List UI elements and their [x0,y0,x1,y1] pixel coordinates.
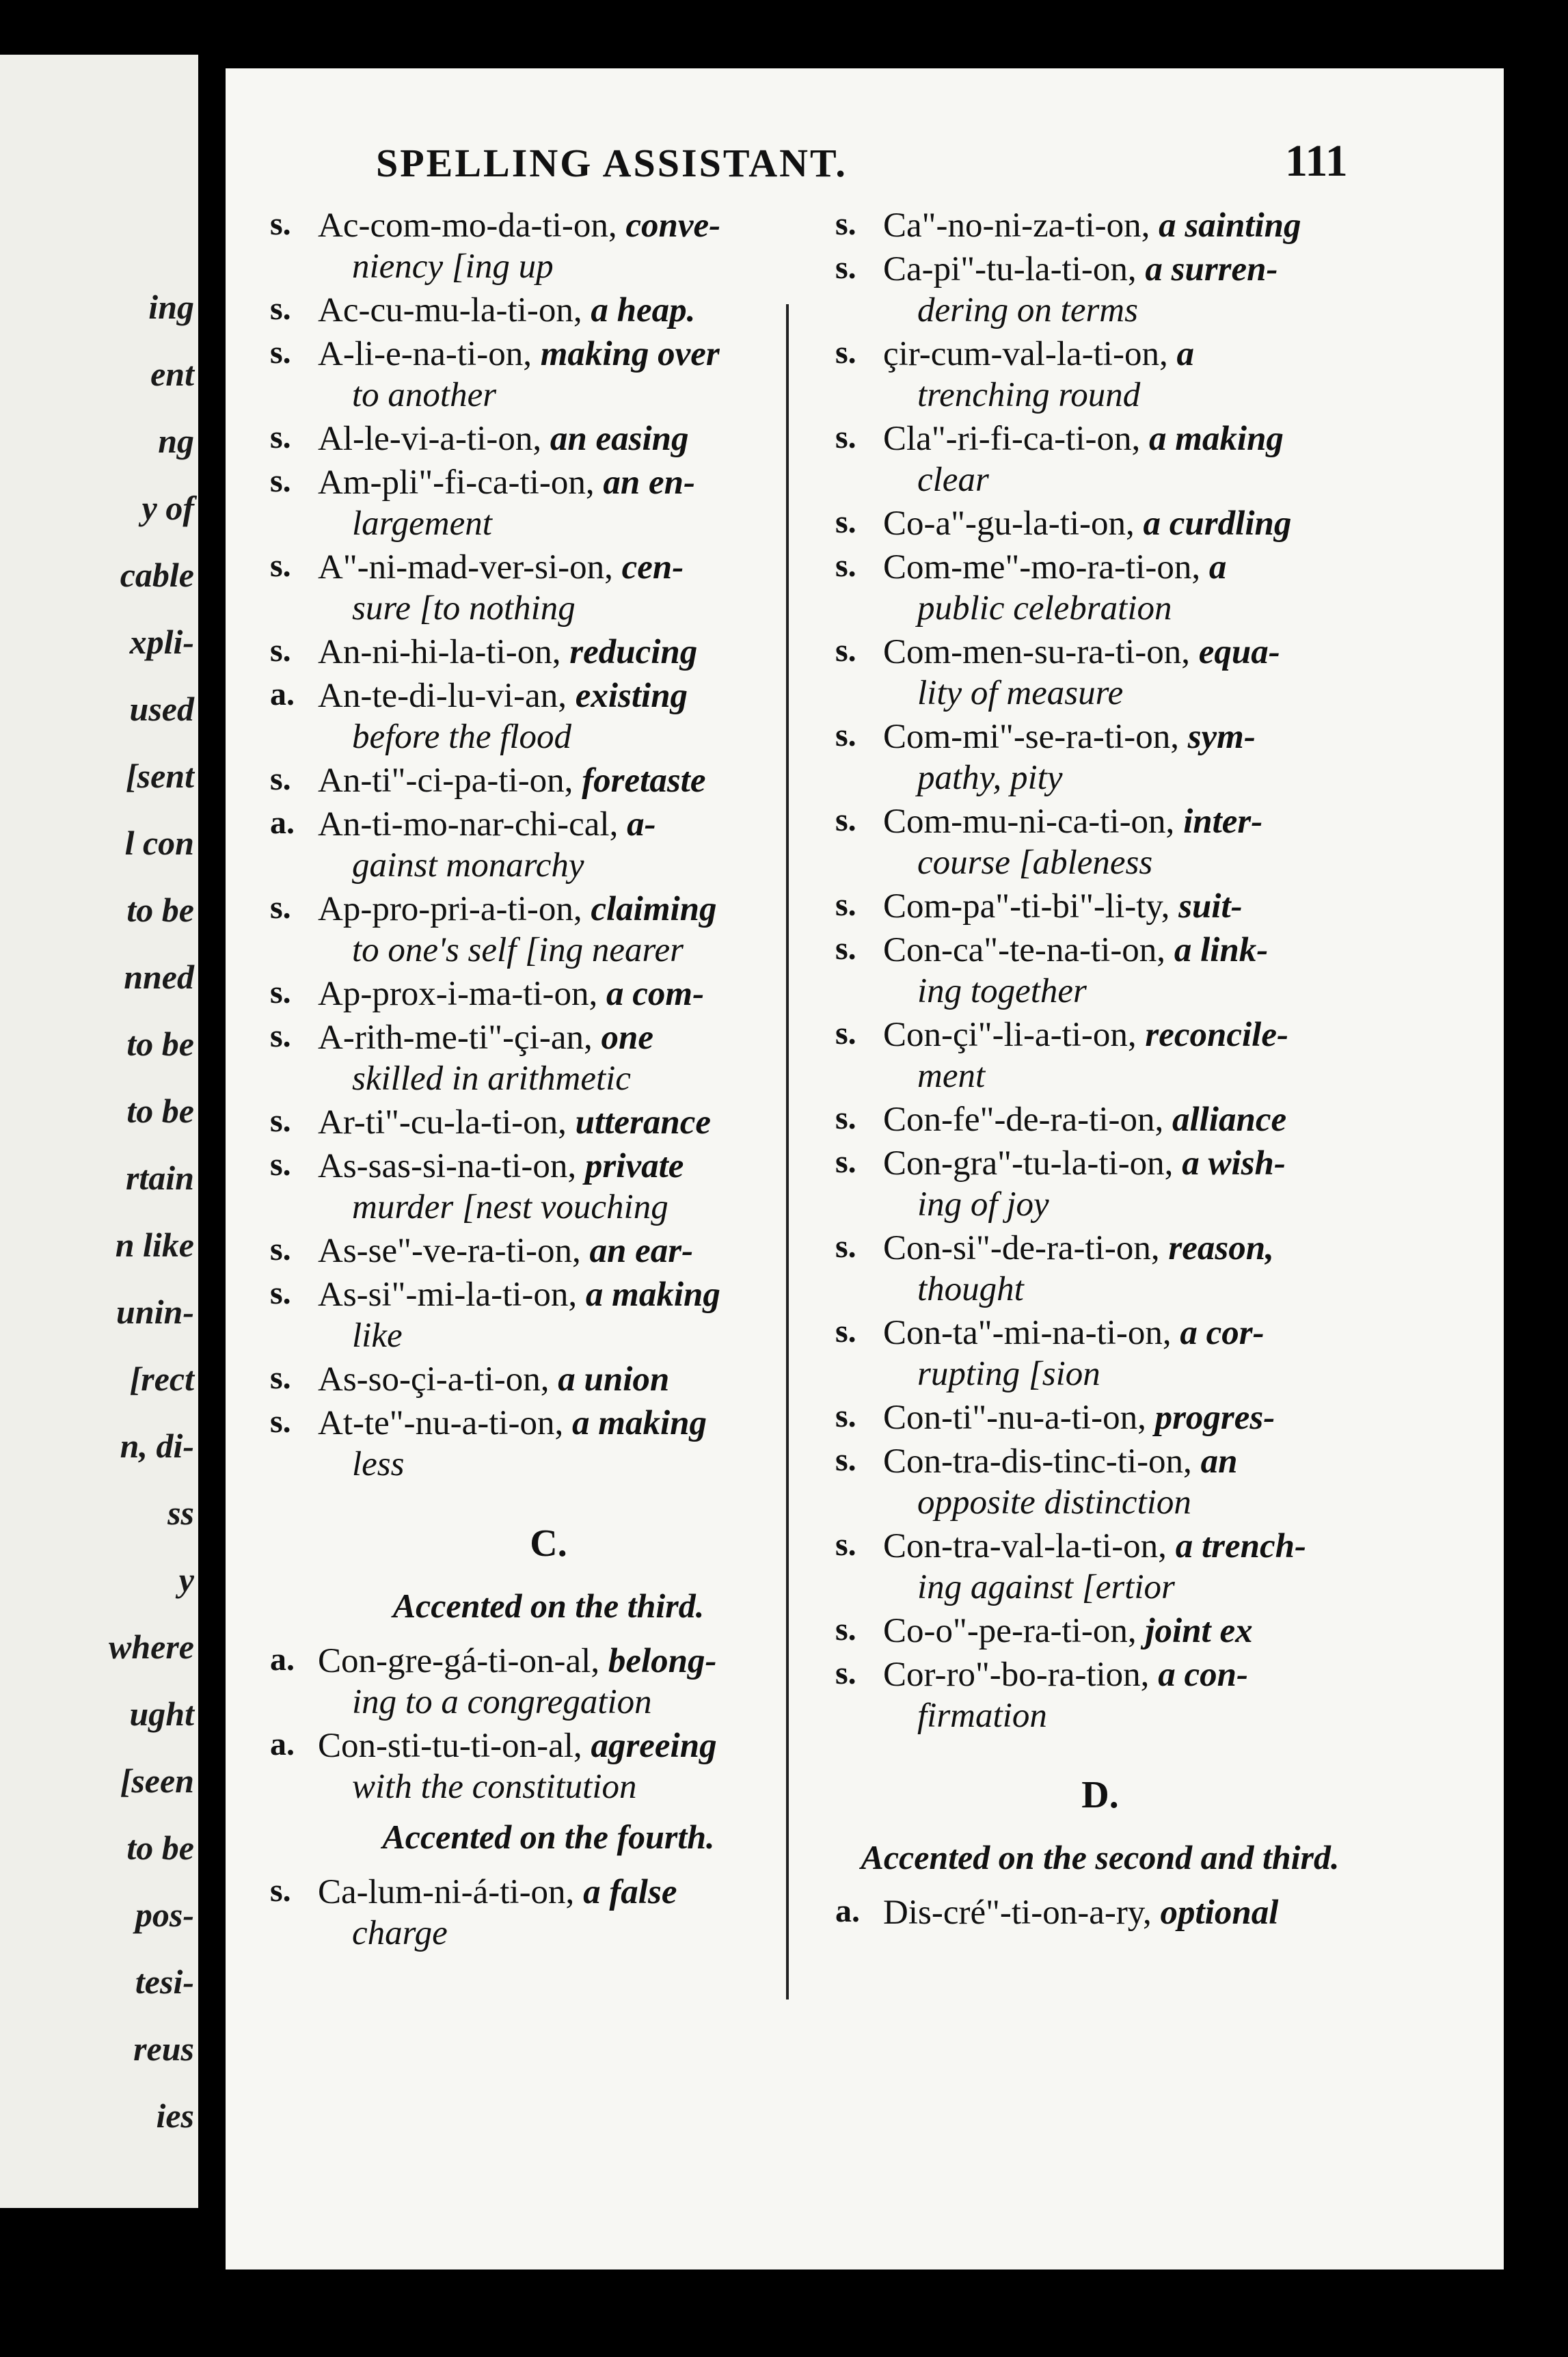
part-of-speech: s. [835,930,856,967]
part-of-speech: s. [835,1015,856,1051]
entry-line [835,1014,1365,1055]
dictionary-entry [835,1526,1365,1608]
headword: Ar-ti"-cu-la-ti-on, [318,1103,567,1142]
left-page-text: ught [129,1695,194,1733]
headword: Ac-cu-mu-la-ti-on, [318,291,582,329]
entry-line [835,1312,1365,1353]
entry-line [270,1102,827,1143]
headword: Ap-prox-i-ma-ti-on, [318,975,598,1013]
entry-line [270,973,827,1014]
part-of-speech: s. [270,761,291,797]
definition-continued: to another [352,376,497,414]
dictionary-entry [835,930,1365,1012]
entry-line [835,886,1365,927]
entry-line [270,462,827,503]
part-of-speech: s. [835,1100,856,1136]
part-of-speech: s. [835,717,856,753]
dictionary-entry [270,804,827,886]
headword: Co-o"-pe-ra-ti-on, [883,1612,1137,1650]
definition: a surren- [1145,250,1278,288]
dictionary-entry [270,632,827,673]
headword: As-so-çi-a-ti-on, [318,1360,550,1399]
dictionary-entry [835,1397,1365,1438]
definition: foretaste [582,762,706,800]
entry-line [835,1526,1365,1567]
part-of-speech: s. [835,206,856,242]
definition-continued: ing together [917,972,1087,1010]
part-of-speech: s. [270,334,291,371]
part-of-speech: s. [270,463,291,499]
definition-continued: lity of measure [917,674,1124,712]
entry-line [835,1397,1365,1438]
entry-line [270,889,827,930]
entry-line [835,716,1365,757]
definition: belong- [608,1642,717,1680]
headword: Am-pli"-fi-ca-ti-on, [318,463,595,502]
dictionary-entry [270,1641,827,1723]
entry-line [835,801,1365,842]
definition: progres- [1154,1399,1275,1437]
definition-continued: ing of joy [917,1185,1049,1224]
left-page-fragment [0,55,198,2208]
left-page-text: ss [167,1494,194,1532]
part-of-speech: s. [270,1275,291,1311]
part-of-speech: s. [835,548,856,584]
definition: cen- [621,548,684,587]
headword: Con-tra-val-la-ti-on, [883,1527,1167,1565]
dictionary-entry [835,1441,1365,1523]
part-of-speech: s. [835,1228,856,1265]
left-page-text: [rect [129,1360,194,1398]
dictionary-entry [270,418,827,459]
headword: Con-ta"-mi-na-ti-on, [883,1314,1172,1352]
dictionary-entry [835,1014,1365,1096]
headword: Ca-lum-ni-á-ti-on, [318,1873,575,1911]
headword: Co-a"-gu-la-ti-on, [883,504,1135,543]
part-of-speech: s. [835,632,856,669]
part-of-speech: a. [835,1893,860,1929]
headword: Com-me"-mo-ra-ti-on, [883,548,1201,587]
part-of-speech: a. [270,805,295,841]
dictionary-entry [835,1654,1365,1736]
definition: a sainting [1159,206,1301,245]
dictionary-entry [835,1143,1365,1225]
dictionary-entry [835,886,1365,927]
entry-line [835,930,1365,971]
headword: Con-si"-de-ra-ti-on, [883,1229,1160,1267]
part-of-speech: s. [835,1442,856,1478]
headword: Con-tra-dis-tinc-ti-on, [883,1442,1192,1481]
entry-line [835,249,1365,290]
page-number: 111 [1285,136,1348,186]
entry-line [270,1146,827,1187]
entry-line [270,334,827,375]
definition-continued: dering on terms [917,291,1138,329]
headword: Con-çi"-li-a-ti-on, [883,1016,1137,1054]
definition: equa- [1198,633,1280,671]
part-of-speech: s. [835,250,856,286]
headword: A"-ni-mad-ver-si-on, [318,548,613,587]
dictionary-entry [270,1403,827,1485]
dictionary-entry [270,1725,827,1807]
headword: Com-pa"-ti-bi"-li-ty, [883,887,1170,926]
part-of-speech: s. [270,1872,291,1909]
definition-continued: pathy, pity [917,759,1063,797]
part-of-speech: s. [270,1018,291,1054]
definition-continued: sure [to nothing [352,589,576,628]
part-of-speech: a. [270,676,295,712]
part-of-speech: s. [270,548,291,584]
entry-line [270,290,827,331]
dictionary-entry [270,760,827,801]
left-page-text: n like [115,1226,194,1264]
definition: an ear- [589,1232,694,1270]
entry-line [835,1441,1365,1482]
definition: a- [627,805,656,844]
definition: reconcile- [1145,1016,1288,1054]
left-page-text: to be [126,891,194,929]
definition: joint ex [1145,1612,1253,1650]
definition: making over [540,335,720,373]
dictionary-entry [835,249,1365,331]
entry-line [270,1230,827,1271]
definition-continued: firmation [917,1697,1047,1735]
entry-line [270,632,827,673]
part-of-speech: s. [835,504,856,540]
definition: sym- [1187,718,1256,756]
dictionary-entry [270,1146,827,1228]
entry-line [835,1099,1365,1140]
definition: a wish- [1182,1144,1286,1183]
part-of-speech: s. [270,974,291,1010]
definition: reason, [1168,1229,1274,1267]
part-of-speech: s. [835,1655,856,1691]
definition-continued: charge [352,1914,448,1952]
left-page-text: where [109,1628,194,1666]
entry-line [270,1872,827,1913]
dictionary-entry [270,547,827,629]
left-page-text: xpli- [129,623,194,661]
part-of-speech: s. [835,1313,856,1349]
definition: existing [575,677,688,715]
entry-line [270,1359,827,1400]
dictionary-entry [835,205,1365,246]
dictionary-entry [835,503,1365,544]
left-page-text: y [178,1561,194,1599]
part-of-speech: s. [835,802,856,838]
definition: a making [572,1404,707,1442]
headword: çir-cum-val-la-ti-on, [883,335,1168,373]
left-page-text: to be [126,1092,194,1130]
running-head: SPELLING ASSISTANT. [376,141,848,185]
dictionary-entry [270,675,827,757]
headword: Ap-pro-pri-a-ti-on, [318,890,582,928]
dictionary-entry [835,418,1365,500]
dictionary-entry [270,1359,827,1400]
definition: agreeing [591,1727,717,1765]
definition-continued: opposite distinction [917,1483,1191,1522]
dictionary-entry [835,547,1365,629]
section-heading-d: D. [1081,1774,1119,1816]
dictionary-entry [835,1312,1365,1395]
dictionary-entry [835,1611,1365,1652]
definition-continued: trenching round [917,376,1141,414]
definition: an en- [603,463,695,502]
definition: a [1208,548,1227,587]
dictionary-entry [835,716,1365,798]
definition: an [1200,1442,1238,1481]
headword: As-se"-ve-ra-ti-on, [318,1232,581,1270]
definition: inter- [1183,803,1263,841]
definition-continued: ing against [ertior [917,1568,1175,1606]
entry-line [270,1017,827,1058]
definition-continued: ment [917,1057,986,1095]
entry-line [270,1274,827,1315]
definition-continued: less [352,1445,405,1483]
definition-continued: clear [917,461,989,499]
headword: At-te"-nu-a-ti-on, [318,1404,564,1442]
entry-line [270,804,827,845]
dictionary-entry [835,1099,1365,1140]
part-of-speech: s. [270,889,291,926]
entry-line [270,205,827,246]
headword: Ca-pi"-tu-la-ti-on, [883,250,1137,288]
headword: Cla"-ri-fi-ca-ti-on, [883,420,1141,458]
entry-line [835,1611,1365,1652]
part-of-speech: s. [270,1403,291,1440]
definition: a heap. [591,291,696,329]
dictionary-entry [270,334,827,416]
definition-continued: gainst monarchy [352,846,584,885]
accent-heading: Accented on the second and third. [861,1838,1340,1876]
section-heading-c: C. [530,1522,567,1565]
definition: alliance [1172,1101,1287,1139]
left-page-text: [seen [120,1762,194,1800]
part-of-speech: s. [270,419,291,455]
headword: Al-le-vi-a-ti-on, [318,420,542,458]
headword: Com-mi"-se-ra-ti-on, [883,718,1179,756]
dictionary-entry [835,334,1365,416]
left-page-text: unin- [116,1293,194,1331]
entry-line [270,1403,827,1444]
headword: Ac-com-mo-da-ti-on, [318,206,617,245]
dictionary-entry [270,1230,827,1271]
definition: a com- [606,975,705,1013]
dictionary-entry [270,205,827,287]
accent-heading: Accented on the third. [392,1587,705,1625]
headword: Con-sti-tu-ti-on-al, [318,1727,582,1765]
left-page-text: reus [133,2030,194,2068]
headword: Com-mu-ni-ca-ti-on, [883,803,1175,841]
left-page-text: ing [148,288,194,326]
part-of-speech: s. [270,1146,291,1183]
headword: Con-gra"-tu-la-ti-on, [883,1144,1174,1183]
left-page-text: rtain [125,1159,194,1197]
definition: a [1176,335,1194,373]
part-of-speech: s. [835,1398,856,1434]
part-of-speech: s. [270,632,291,669]
entry-line [835,503,1365,544]
entry-line [270,675,827,716]
definition: a false [583,1873,677,1911]
definition-continued: before the flood [352,718,572,756]
left-page-text: ies [156,2097,194,2135]
definition: a cor- [1180,1314,1265,1352]
headword: Con-ti"-nu-a-ti-on, [883,1399,1146,1437]
entry-line [835,418,1365,459]
definition-continued: murder [nest vouching [352,1188,668,1226]
definition-continued: thought [917,1270,1024,1308]
headword: A-rith-me-ti"-çi-an, [318,1019,593,1057]
definition: a curdling [1143,504,1292,543]
headword: As-sas-si-na-ti-on, [318,1147,577,1185]
definition-continued: largement [352,504,492,543]
part-of-speech: s. [270,1231,291,1267]
entry-line [270,1641,827,1682]
definition-continued: skilled in arithmetic [352,1060,631,1098]
headword: An-ni-hi-la-ti-on, [318,633,561,671]
part-of-speech: s. [835,1144,856,1180]
definition: a making [1148,420,1284,458]
headword: Con-ca"-te-na-ti-on, [883,931,1166,969]
left-page-text: n, di- [120,1427,194,1465]
definition: conve- [625,206,721,245]
left-column [270,205,827,1956]
entry-line [270,418,827,459]
dictionary-entry [270,290,827,331]
definition: a union [558,1360,670,1399]
definition-continued: niency [ing up [352,247,554,286]
entry-line [270,760,827,801]
dictionary-entry [270,1872,827,1954]
part-of-speech: s. [835,334,856,371]
dictionary-entry [835,1228,1365,1310]
entry-line [835,205,1365,246]
entry-line [270,1725,827,1766]
part-of-speech: s. [270,1103,291,1139]
dictionary-entry [835,801,1365,883]
part-of-speech: s. [835,887,856,923]
definition-continued: ing to a congregation [352,1683,652,1721]
headword: Com-men-su-ra-ti-on, [883,633,1190,671]
definition: one [601,1019,653,1057]
definition-continued: public celebration [917,589,1172,628]
entry-line [835,1228,1365,1269]
left-page-text: y of [141,489,194,527]
definition: utterance [575,1103,711,1142]
left-page-text: to be [126,1829,194,1867]
definition-continued: course [ableness [917,844,1153,882]
dictionary-entry [270,889,827,971]
left-page-text: used [129,690,194,728]
definition: a trench- [1175,1527,1306,1565]
part-of-speech: s. [270,1360,291,1396]
dictionary-entry [835,1892,1365,1933]
part-of-speech: a. [270,1726,295,1762]
left-page-text: l con [124,824,194,862]
left-page-text: pos- [135,1896,194,1934]
definition: private [584,1147,684,1185]
definition: suit- [1178,887,1243,926]
dictionary-entry [270,1274,827,1356]
headword: Con-fe"-de-ra-ti-on, [883,1101,1164,1139]
entry-line [835,334,1365,375]
headword: Dis-cré"-ti-on-a-ry, [883,1894,1152,1932]
left-page-text: cable [120,556,194,594]
dictionary-entry [270,973,827,1014]
left-page-text: ng [158,422,194,460]
entry-line [835,1143,1365,1184]
definition: optional [1160,1894,1279,1932]
headword: An-te-di-lu-vi-an, [318,677,567,715]
definition: an easing [550,420,689,458]
headword: Cor-ro"-bo-ra-tion, [883,1656,1150,1694]
headword: An-ti"-ci-pa-ti-on, [318,762,573,800]
left-page-text: [sent [126,757,194,795]
left-page-text: ent [150,355,194,393]
entry-line [835,632,1365,673]
definition-continued: with the constitution [352,1768,637,1806]
part-of-speech: s. [270,206,291,242]
definition: claiming [591,890,717,928]
dictionary-entry [270,1102,827,1143]
definition-continued: rupting [sion [917,1355,1100,1393]
left-page-text: nned [124,958,194,996]
dictionary-entry [835,632,1365,714]
part-of-speech: s. [270,291,291,327]
definition-continued: to one's self [ing nearer [352,931,684,969]
headword: As-si"-mi-la-ti-on, [318,1276,578,1314]
accent-heading: Accented on the fourth. [382,1818,715,1856]
left-page-text: to be [126,1025,194,1063]
definition: a making [585,1276,720,1314]
left-page-text: tesi- [135,1963,194,2001]
definition: reducing [569,633,698,671]
part-of-speech: s. [835,1526,856,1563]
headword: Con-gre-gá-ti-on-al, [318,1642,600,1680]
entry-line [835,1892,1365,1933]
definition: a link- [1174,931,1269,969]
right-column [835,205,1365,1936]
entry-line [835,547,1365,588]
entry-line [270,547,827,588]
part-of-speech: a. [270,1641,295,1678]
headword: An-ti-mo-nar-chi-cal, [318,805,619,844]
definition: a con- [1158,1656,1248,1694]
headword: A-li-e-na-ti-on, [318,335,532,373]
definition-continued: like [352,1317,403,1355]
part-of-speech: s. [835,419,856,455]
entry-line [835,1654,1365,1695]
headword: Ca"-no-ni-za-ti-on, [883,206,1150,245]
dictionary-entry [270,462,827,544]
part-of-speech: s. [835,1611,856,1647]
dictionary-entry [270,1017,827,1099]
